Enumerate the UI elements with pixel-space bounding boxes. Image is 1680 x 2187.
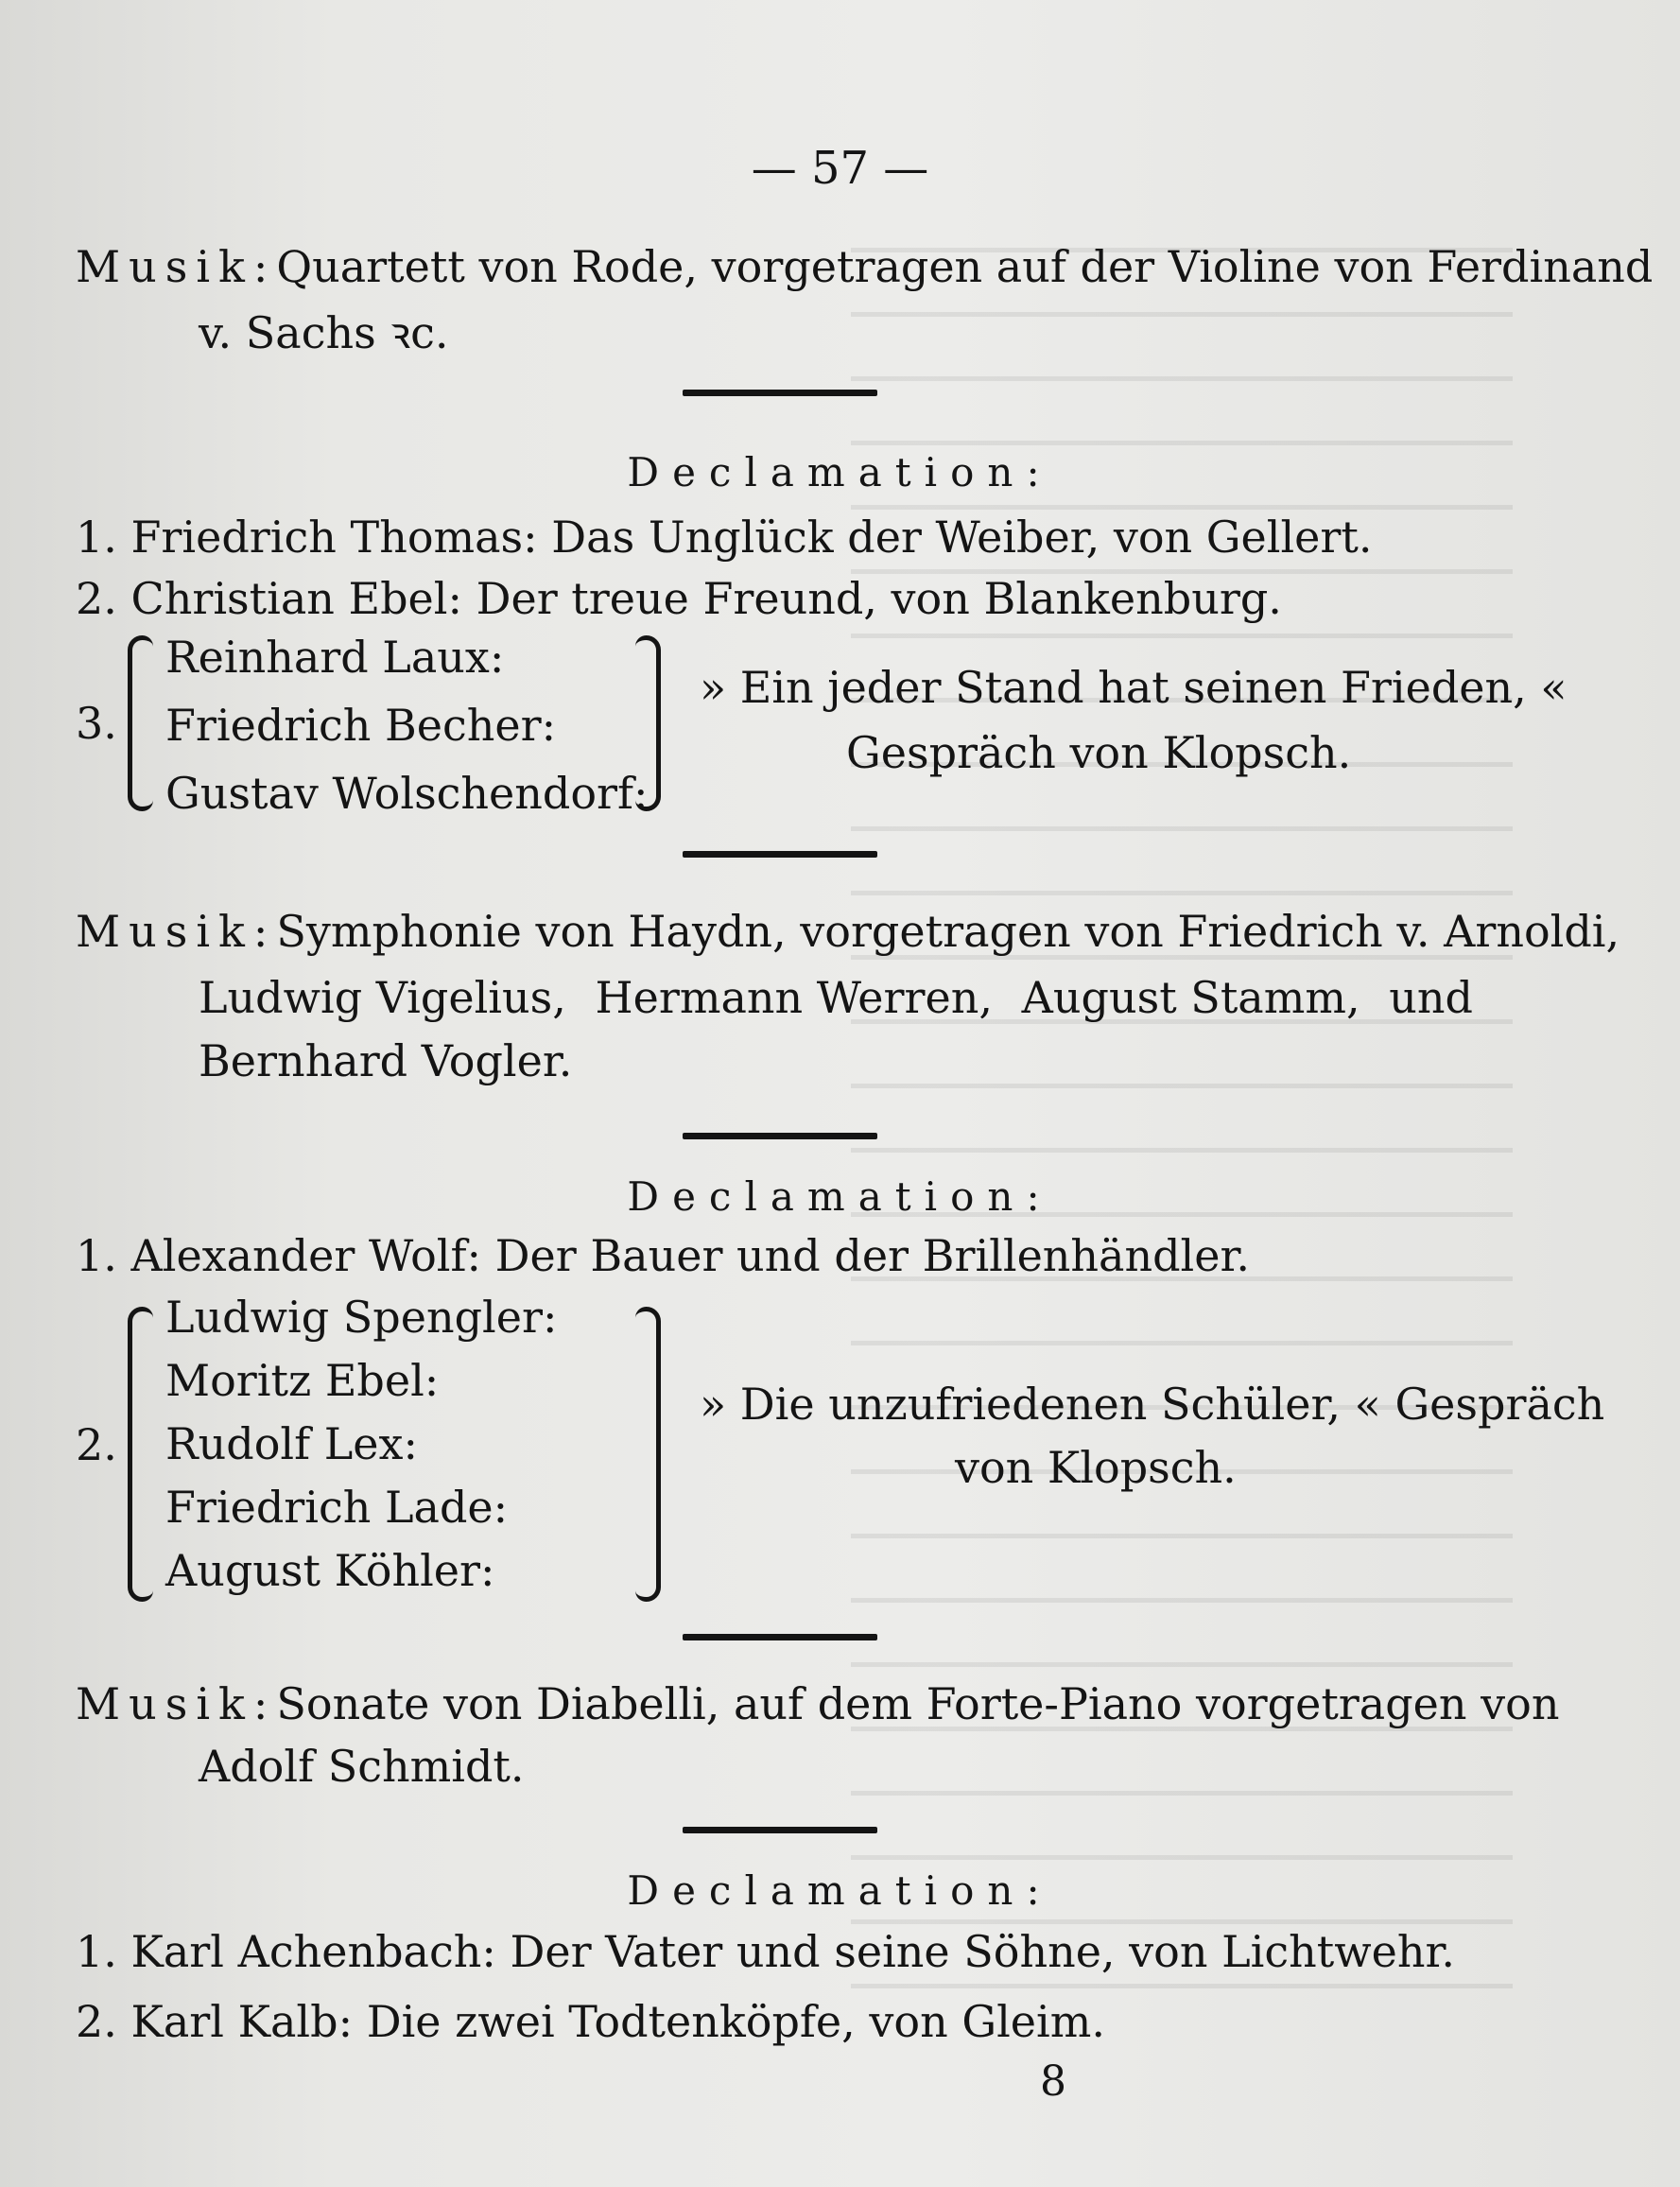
- speaker-name: Rudolf Lex:: [165, 1418, 418, 1469]
- section-heading: Declamation:: [627, 449, 1053, 495]
- speaker-name: Ludwig Spengler:: [165, 1292, 558, 1343]
- divider-rule: [683, 390, 877, 396]
- divider-rule: [683, 851, 877, 858]
- performer-name: Ludwig Vigelius,: [199, 972, 566, 1023]
- dialogue-title-cont: Gespräch von Klopsch.: [846, 727, 1352, 778]
- section-heading: Declamation:: [627, 1867, 1053, 1914]
- item-number: 3.: [76, 698, 117, 749]
- music-text: Quartett von Rode, vorgetragen auf der Violine von Ferdinand: [276, 241, 1654, 292]
- music-entry-1-cont: v. Sachs ꝛc.: [199, 307, 449, 358]
- signature-mark: 8: [1040, 2057, 1066, 2106]
- divider-rule: [683, 1133, 877, 1139]
- music-entry-2: [76, 903, 1620, 960]
- dialogue-title: » Ein jeder Stand hat seinen Frieden, «: [700, 662, 1567, 713]
- performer-name: August Stamm,: [1021, 972, 1360, 1023]
- music-label: Musik:: [76, 1678, 277, 1729]
- page-number: — 57 —: [751, 142, 929, 195]
- music-text: Sonate von Diabelli, auf dem Forte-Piano vorgetragen von: [276, 1678, 1560, 1729]
- speaker-name: Moritz Ebel:: [165, 1355, 440, 1406]
- conjunction: und: [1389, 972, 1473, 1023]
- speaker-name: Reinhard Laux:: [165, 632, 505, 683]
- performer-name: Hermann Werren,: [595, 972, 993, 1023]
- divider-rule: [683, 1827, 877, 1833]
- divider-rule: [683, 1634, 877, 1640]
- speaker-name: Friedrich Becher:: [165, 700, 557, 751]
- music-entry-3-cont: Adolf Schmidt.: [199, 1741, 525, 1792]
- left-brace: [128, 635, 153, 811]
- right-brace: [635, 635, 661, 811]
- music-text: Symphonie von Haydn, vorgetragen von Friedrich v. Arnoldi,: [276, 906, 1620, 957]
- declamation-item: 1. Friedrich Thomas: Das Unglück der Weiber, von Gellert.: [76, 512, 1373, 563]
- declamation-item: 2. Karl Kalb: Die zwei Todtenköpfe, von Gleim.: [76, 1996, 1105, 2047]
- dialogue-title: » Die unzufriedenen Schüler, « Gespräch: [700, 1379, 1605, 1430]
- speaker-name: Friedrich Lade:: [165, 1482, 509, 1533]
- music-entry-2-cont: Bernhard Vogler.: [199, 1035, 573, 1086]
- declamation-item: 2. Christian Ebel: Der treue Freund, von Blankenburg.: [76, 573, 1282, 624]
- speaker-name: Gustav Wolschendorf:: [165, 768, 649, 819]
- right-brace: [635, 1307, 661, 1602]
- dialogue-title-cont: von Klopsch.: [955, 1442, 1237, 1493]
- section-heading: Declamation:: [627, 1173, 1053, 1220]
- music-entry-2-cont: [199, 969, 1473, 1026]
- music-label: Musik:: [76, 241, 277, 292]
- speaker-name: August Köhler:: [165, 1545, 495, 1596]
- left-brace: [128, 1307, 153, 1602]
- declamation-item: 1. Karl Achenbach: Der Vater und seine Söhne, von Lichtwehr.: [76, 1926, 1456, 1977]
- music-label: Musik:: [76, 906, 277, 957]
- declamation-item: 1. Alexander Wolf: Der Bauer und der Brillenhändler.: [76, 1230, 1251, 1281]
- music-entry-3: [76, 1675, 1560, 1732]
- music-entry-1: [76, 238, 1654, 295]
- item-number: 2.: [76, 1419, 117, 1470]
